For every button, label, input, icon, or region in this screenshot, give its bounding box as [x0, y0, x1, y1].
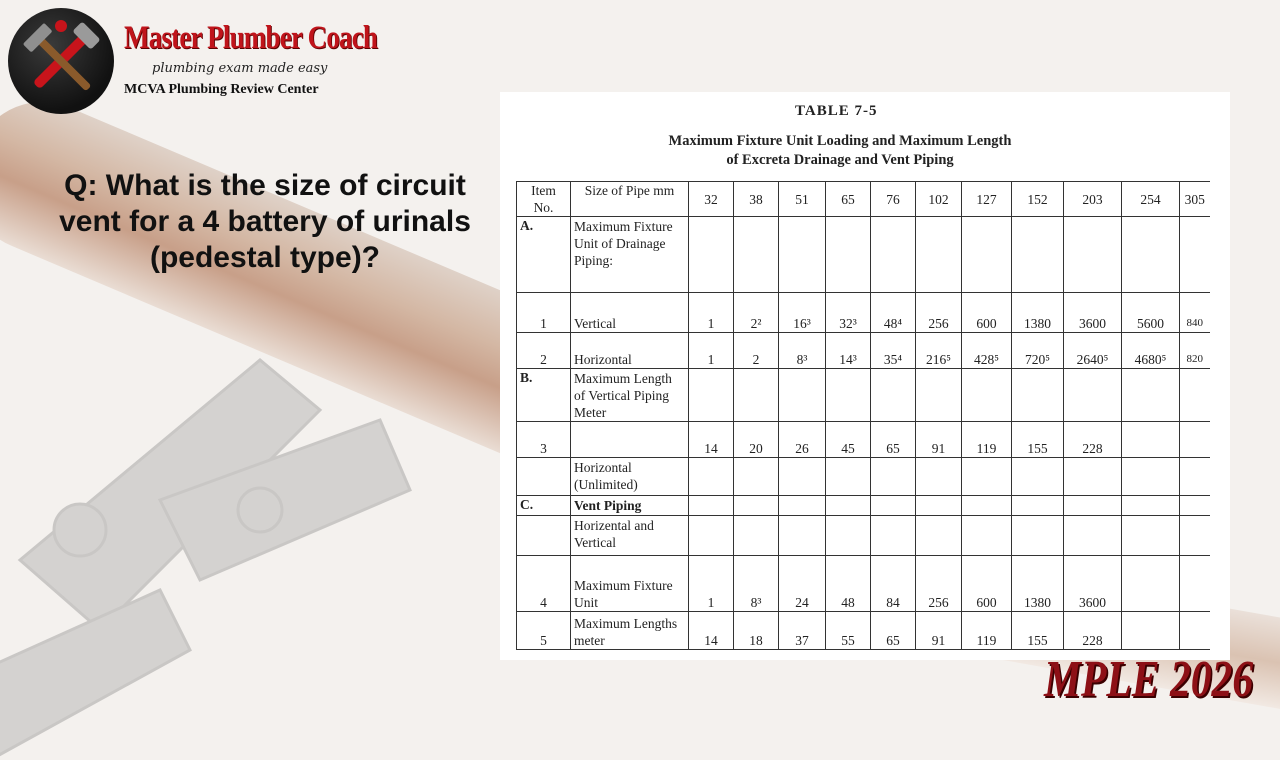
row-value-cell: 256: [916, 556, 962, 612]
row-value-cell: 32³: [826, 293, 871, 333]
row-value-cell: [1180, 612, 1210, 650]
row-label: Maximum Fixture Unit of Drainage Piping:: [571, 217, 689, 293]
row-value-cell: [871, 217, 916, 293]
row-value-cell: 65: [871, 422, 916, 458]
row-value-cell: 256: [916, 293, 962, 333]
header-pipe-size: Size of Pipe mm: [571, 182, 689, 217]
row-label: Vertical: [571, 293, 689, 333]
table-heading: TABLE 7-5: [795, 103, 878, 119]
row-value-cell: 3600: [1064, 556, 1122, 612]
row-value-cell: 5600: [1122, 293, 1180, 333]
row-value-cell: 1: [689, 556, 734, 612]
brand-title: Master Plumber Coach: [124, 20, 378, 56]
header-size-cell: 51: [779, 182, 826, 217]
row-item-no: 1: [517, 293, 571, 333]
row-value-cell: [1064, 496, 1122, 516]
row-value-cell: 840: [1180, 293, 1210, 333]
row-value-cell: 48⁴: [871, 293, 916, 333]
row-value-cell: 84: [871, 556, 916, 612]
table-subtitle: [600, 132, 1080, 170]
row-value-cell: [1180, 422, 1210, 458]
row-label: Horizental and Vertical: [571, 516, 689, 556]
row-value-cell: [689, 516, 734, 556]
row-item-no: 2: [517, 333, 571, 369]
row-value-cell: 14: [689, 422, 734, 458]
table-row: [517, 293, 1210, 333]
row-value-cell: 1380: [1012, 293, 1064, 333]
row-value-cell: [779, 516, 826, 556]
header-size-cell: 203: [1064, 182, 1122, 217]
row-item-no: A.: [517, 217, 571, 293]
row-item-no: 4: [517, 556, 571, 612]
row-value-cell: [962, 516, 1012, 556]
header-size-cell: 152: [1012, 182, 1064, 217]
row-item-no: 5: [517, 612, 571, 650]
table-row: [517, 556, 1210, 612]
question-text: Q: What is the size of circuit vent for a 4 battery of urinals (pedestal type)?: [59, 169, 471, 274]
row-value-cell: 55: [826, 612, 871, 650]
row-value-cell: 216⁵: [916, 333, 962, 369]
row-value-cell: 8³: [779, 333, 826, 369]
row-value-cell: 91: [916, 612, 962, 650]
row-value-cell: 14³: [826, 333, 871, 369]
table-subtitle-line1: Maximum Fixture Unit Loading and Maximum Length: [668, 133, 1012, 149]
row-value-cell: [916, 217, 962, 293]
row-value-cell: [916, 496, 962, 516]
row-value-cell: 1: [689, 333, 734, 369]
row-value-cell: [689, 217, 734, 293]
row-value-cell: [1122, 458, 1180, 496]
row-value-cell: [871, 458, 916, 496]
row-value-cell: [871, 496, 916, 516]
header-size-cell: 254: [1122, 182, 1180, 217]
row-value-cell: [1122, 217, 1180, 293]
row-value-cell: [1180, 496, 1210, 516]
row-value-cell: 35⁴: [871, 333, 916, 369]
row-value-cell: [689, 458, 734, 496]
row-value-cell: [826, 516, 871, 556]
row-value-cell: [1180, 458, 1210, 496]
row-value-cell: [1012, 496, 1064, 516]
row-label: Maximum Lengths meter: [571, 612, 689, 650]
row-value-cell: [962, 217, 1012, 293]
row-label: Vent Piping: [571, 496, 689, 516]
row-value-cell: [1012, 217, 1064, 293]
row-value-cell: [779, 369, 826, 422]
row-value-cell: 20: [734, 422, 779, 458]
row-value-cell: 16³: [779, 293, 826, 333]
header-item-no: Item No.: [517, 182, 571, 217]
background-tool-image: [0, 300, 500, 760]
row-value-cell: 65: [871, 612, 916, 650]
row-value-cell: [1064, 217, 1122, 293]
row-value-cell: [1064, 516, 1122, 556]
row-value-cell: 119: [962, 612, 1012, 650]
row-value-cell: 1: [689, 293, 734, 333]
row-value-cell: 24: [779, 556, 826, 612]
row-value-cell: 14: [689, 612, 734, 650]
header-size-cell: 305: [1180, 182, 1210, 217]
fixture-unit-table: [516, 181, 1210, 650]
row-value-cell: [1064, 458, 1122, 496]
row-value-cell: [734, 217, 779, 293]
row-value-cell: [734, 369, 779, 422]
row-value-cell: [1122, 496, 1180, 516]
brand-tagline: plumbing exam made easy: [152, 61, 328, 76]
row-value-cell: 45: [826, 422, 871, 458]
row-value-cell: 600: [962, 556, 1012, 612]
row-label: [571, 422, 689, 458]
row-value-cell: 2: [734, 333, 779, 369]
row-value-cell: [734, 458, 779, 496]
header-size-cell: 65: [826, 182, 871, 217]
table-subtitle-line2: of Excreta Drainage and Vent Piping: [726, 152, 954, 168]
table-row: [517, 217, 1210, 293]
row-value-cell: 820: [1180, 333, 1210, 369]
row-label: Horizontal: [571, 333, 689, 369]
table-row: [517, 516, 1210, 556]
table-row: [517, 458, 1210, 496]
row-value-cell: [871, 516, 916, 556]
row-value-cell: [1122, 516, 1180, 556]
row-value-cell: [779, 217, 826, 293]
header-size-cell: 32: [689, 182, 734, 217]
row-value-cell: [826, 217, 871, 293]
logo-badge: [8, 8, 114, 114]
row-value-cell: 48: [826, 556, 871, 612]
table-header-row: [517, 182, 1210, 217]
row-value-cell: [689, 369, 734, 422]
row-value-cell: [689, 496, 734, 516]
row-value-cell: 4680⁵: [1122, 333, 1180, 369]
row-value-cell: [1180, 556, 1210, 612]
row-value-cell: [1012, 516, 1064, 556]
row-value-cell: [734, 496, 779, 516]
row-value-cell: [962, 496, 1012, 516]
row-value-cell: [1180, 217, 1210, 293]
row-value-cell: [962, 458, 1012, 496]
table-row: [517, 422, 1210, 458]
row-value-cell: 91: [916, 422, 962, 458]
table-row: [517, 496, 1210, 516]
row-item-no: [517, 516, 571, 556]
row-value-cell: [779, 458, 826, 496]
header-size-cell: 102: [916, 182, 962, 217]
header-size-cell: 38: [734, 182, 779, 217]
row-label: Horizontal (Unlimited): [571, 458, 689, 496]
brand-review-center: MCVA Plumbing Review Center: [124, 82, 319, 97]
row-value-cell: [916, 458, 962, 496]
row-value-cell: [1180, 369, 1210, 422]
row-value-cell: 600: [962, 293, 1012, 333]
row-value-cell: [1122, 369, 1180, 422]
row-value-cell: [1122, 612, 1180, 650]
row-value-cell: 720⁵: [1012, 333, 1064, 369]
row-value-cell: [826, 369, 871, 422]
row-value-cell: 37: [779, 612, 826, 650]
row-value-cell: 228: [1064, 612, 1122, 650]
row-label: Maximum Length of Vertical Piping Meter: [571, 369, 689, 422]
header-size-cell: 127: [962, 182, 1012, 217]
row-label: Maximum Fixture Unit: [571, 556, 689, 612]
row-value-cell: [1012, 369, 1064, 422]
row-value-cell: 1380: [1012, 556, 1064, 612]
row-value-cell: [871, 369, 916, 422]
table-row: [517, 333, 1210, 369]
row-value-cell: 228: [1064, 422, 1122, 458]
wrench-hammer-icon: [8, 8, 114, 114]
row-value-cell: 8³: [734, 556, 779, 612]
row-value-cell: 155: [1012, 612, 1064, 650]
table-row: [517, 612, 1210, 650]
row-item-no: B.: [517, 369, 571, 422]
row-value-cell: 18: [734, 612, 779, 650]
row-value-cell: [962, 369, 1012, 422]
row-value-cell: 119: [962, 422, 1012, 458]
row-value-cell: 428⁵: [962, 333, 1012, 369]
row-value-cell: [1012, 458, 1064, 496]
row-value-cell: 26: [779, 422, 826, 458]
row-value-cell: [826, 458, 871, 496]
row-value-cell: 2640⁵: [1064, 333, 1122, 369]
row-value-cell: 155: [1012, 422, 1064, 458]
header-size-cell: 76: [871, 182, 916, 217]
row-value-cell: [1122, 556, 1180, 612]
row-value-cell: [916, 369, 962, 422]
row-item-no: [517, 458, 571, 496]
mple-badge: MPLE 2026: [1044, 651, 1254, 708]
row-value-cell: [826, 496, 871, 516]
row-value-cell: [779, 496, 826, 516]
table-row: [517, 369, 1210, 422]
row-item-no: C.: [517, 496, 571, 516]
row-value-cell: [734, 516, 779, 556]
row-value-cell: [916, 516, 962, 556]
row-value-cell: 3600: [1064, 293, 1122, 333]
row-item-no: 3: [517, 422, 571, 458]
row-value-cell: [1122, 422, 1180, 458]
row-value-cell: 2²: [734, 293, 779, 333]
row-value-cell: [1064, 369, 1122, 422]
row-value-cell: [1180, 516, 1210, 556]
